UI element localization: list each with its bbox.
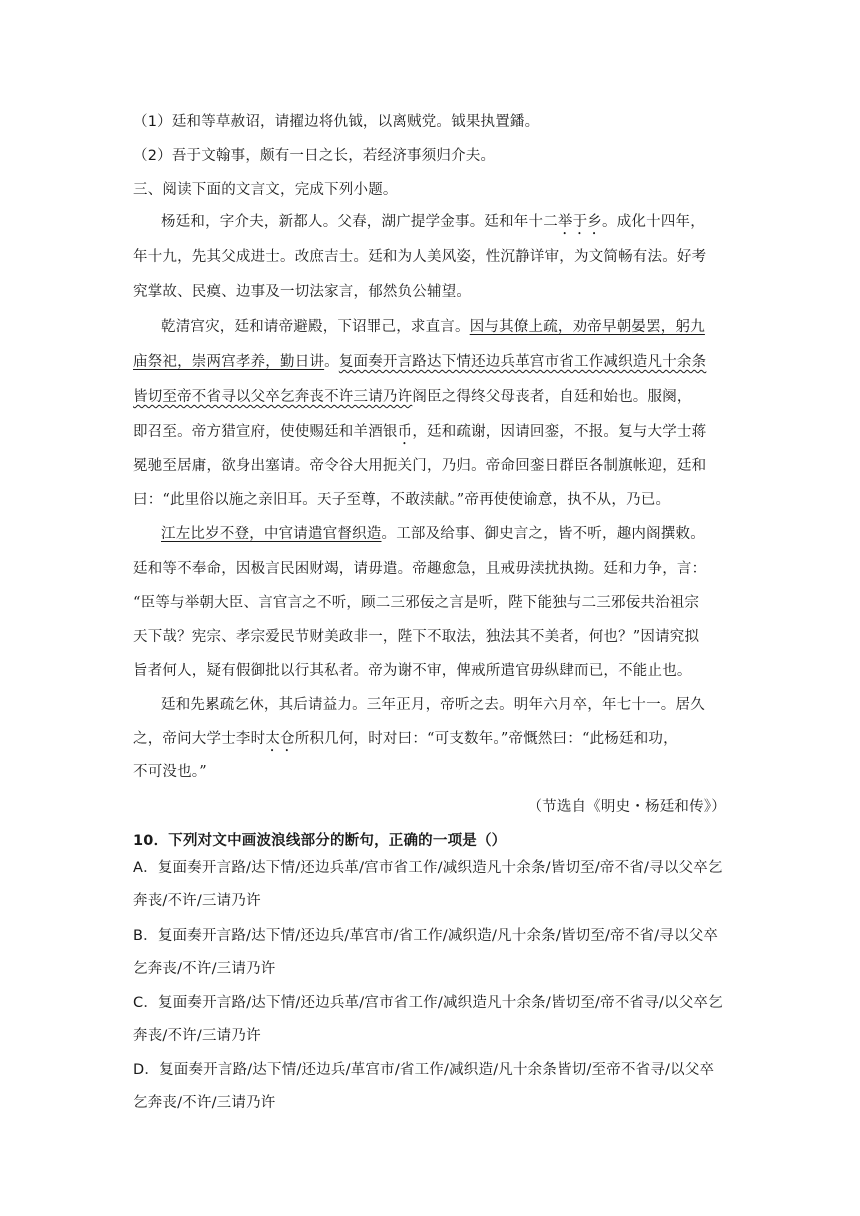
passage-text: 乾清宫灾，廷和请帝避殿，下诏罪己，求直言。 <box>161 319 470 335</box>
passage-line <box>161 524 727 544</box>
passage-line <box>161 317 727 337</box>
passage-line: 天下哉？宪宗、孝宗爱民节财美政非一，陛下不取法，独法其不美者，何也？”因请究拟 <box>133 629 700 645</box>
passage-text: ，廷和疏谢，因请回銮，不报。复与大学士蒋 <box>412 424 707 440</box>
passage-line <box>133 729 727 755</box>
wavy-underlined-text: 复面奏开言路达下情还边兵革宫市省工作减织造凡十余条 <box>338 354 707 370</box>
passage-line: 不可没也。” <box>133 764 207 780</box>
passage-text: 。 <box>324 354 339 370</box>
question-stem: 10．下列对文中画波浪线部分的断句，正确的一项是（） <box>133 833 507 849</box>
underlined-text: 庙祭祀，崇两宫孝养，勤日讲 <box>133 354 325 370</box>
option-c-line2: 奔丧/不许/三请乃许 <box>133 1028 261 1044</box>
option-b-line2: 乞奔丧/不许/三请乃许 <box>133 961 276 977</box>
passage-line: 曰：“此里俗以施之亲旧耳。天子至尊，不敢渎献。”帝再使使谕意，执不从，乃已。 <box>133 492 671 508</box>
option-c-line1: C．复面奏开言路/达下情/还边兵革/宫市省工作/减织造凡十余条/皆切至/帝不省寻/以父卒乞 <box>133 995 723 1011</box>
passage-line <box>133 387 727 407</box>
passage-line: 廷和先累疏乞休，其后请益力。三年正月，帝听之去。明年六月卒，年七十一。居久 <box>161 697 705 713</box>
passage-line: 究掌故、民瘼、边事及一切法家言，郁然负公辅望。 <box>133 284 472 300</box>
underlined-text: 江左比岁不登，中官请遣官督织造 <box>161 526 382 542</box>
passage-text: 即召至。帝方猎宣府，使使赐廷和羊酒银 <box>133 424 398 440</box>
passage-line: 廷和等不奉命，因极言民困财竭，请毋遣。帝趣愈急，且戒毋渎扰执拗。廷和力争，言： <box>133 561 707 577</box>
passage-text: 杨廷和，字介夫，新都人。父春，湖广提学金事。廷和年十二 <box>161 214 558 230</box>
passage-line: 旨者何人，疑有假御批以行其私者。帝为谢不审，俾戒所遣官毋纵肆而已，不能止也。 <box>133 663 692 679</box>
passage-text: 。成化十四年， <box>602 214 705 230</box>
wavy-underlined-text: 皆切至帝不省寻以父卒乞奔丧不许三请乃许 <box>133 389 413 405</box>
passage-line: 年十九，先其父成进士。改庶吉士。廷和为人美风姿，性沉静详审，为文简畅有法。好考 <box>133 249 707 265</box>
passage-line <box>133 352 727 372</box>
passage-line <box>133 422 727 448</box>
section-heading: 三、阅读下面的文言文，完成下列小题。 <box>133 182 398 198</box>
passage-line <box>161 212 727 238</box>
translation-q2: （2）吾于文翰事，颇有一日之长，若经济事须归介夫。 <box>133 148 496 164</box>
passage-text: 所积几何，时对曰：“可支数年。”帝慨然曰：“此杨廷和功， <box>294 731 678 747</box>
underlined-text: 因与其僚上疏，劝帝早朝晏罢，躬九 <box>469 319 705 335</box>
option-d-line2: 乞奔丧/不许/三请乃许 <box>133 1095 276 1111</box>
option-d-line1: D．复面奏开言路/达下情/还边兵/革宫市/省工作/减织造/凡十余条皆切/至帝不省寻/以父卒 <box>133 1062 715 1078</box>
source-citation: （节选自《明史・杨廷和传》） <box>527 799 726 815</box>
passage-line: “臣等与举朝大臣、言官言之不听，顾二三邪佞之言是听，陛下能独与二三邪佞共治祖宗 <box>133 595 700 611</box>
emphasis-dot-text: 举于乡 <box>557 214 603 230</box>
option-a-line2: 奔丧/不许/三请乃许 <box>133 893 261 909</box>
emphasis-dot-text: 太仓 <box>265 731 295 747</box>
passage-text: 。工部及给事、御史言之，皆不听，趣内阁撰敕。 <box>381 526 705 542</box>
passage-line: 冕驰至居庸，欲身出塞请。帝令谷大用扼关门，乃归。帝命回銮日群臣各制旗帐迎，廷和 <box>133 458 707 474</box>
emphasis-dot-text: 币 <box>397 424 413 440</box>
passage-text: 之，帝问大学士李时 <box>133 731 266 747</box>
translation-q1: （1）廷和等草赦诏，请擢边将仇钺，以离贼党。钺果执置鐇。 <box>133 114 540 130</box>
option-b-line1: B．复面奏开言路/达下情/还边兵/革宫市/省工作/减织造/凡十余条/皆切至/帝不省/寻以父卒 <box>133 928 719 944</box>
passage-text: 阁臣之得终父母丧者，自廷和始也。服阕， <box>412 389 692 405</box>
option-a-line1: A．复面奏开言路/达下情/还边兵革/宫市省工作/减织造凡十余条/皆切至/帝不省/寻以父卒乞 <box>133 860 723 876</box>
